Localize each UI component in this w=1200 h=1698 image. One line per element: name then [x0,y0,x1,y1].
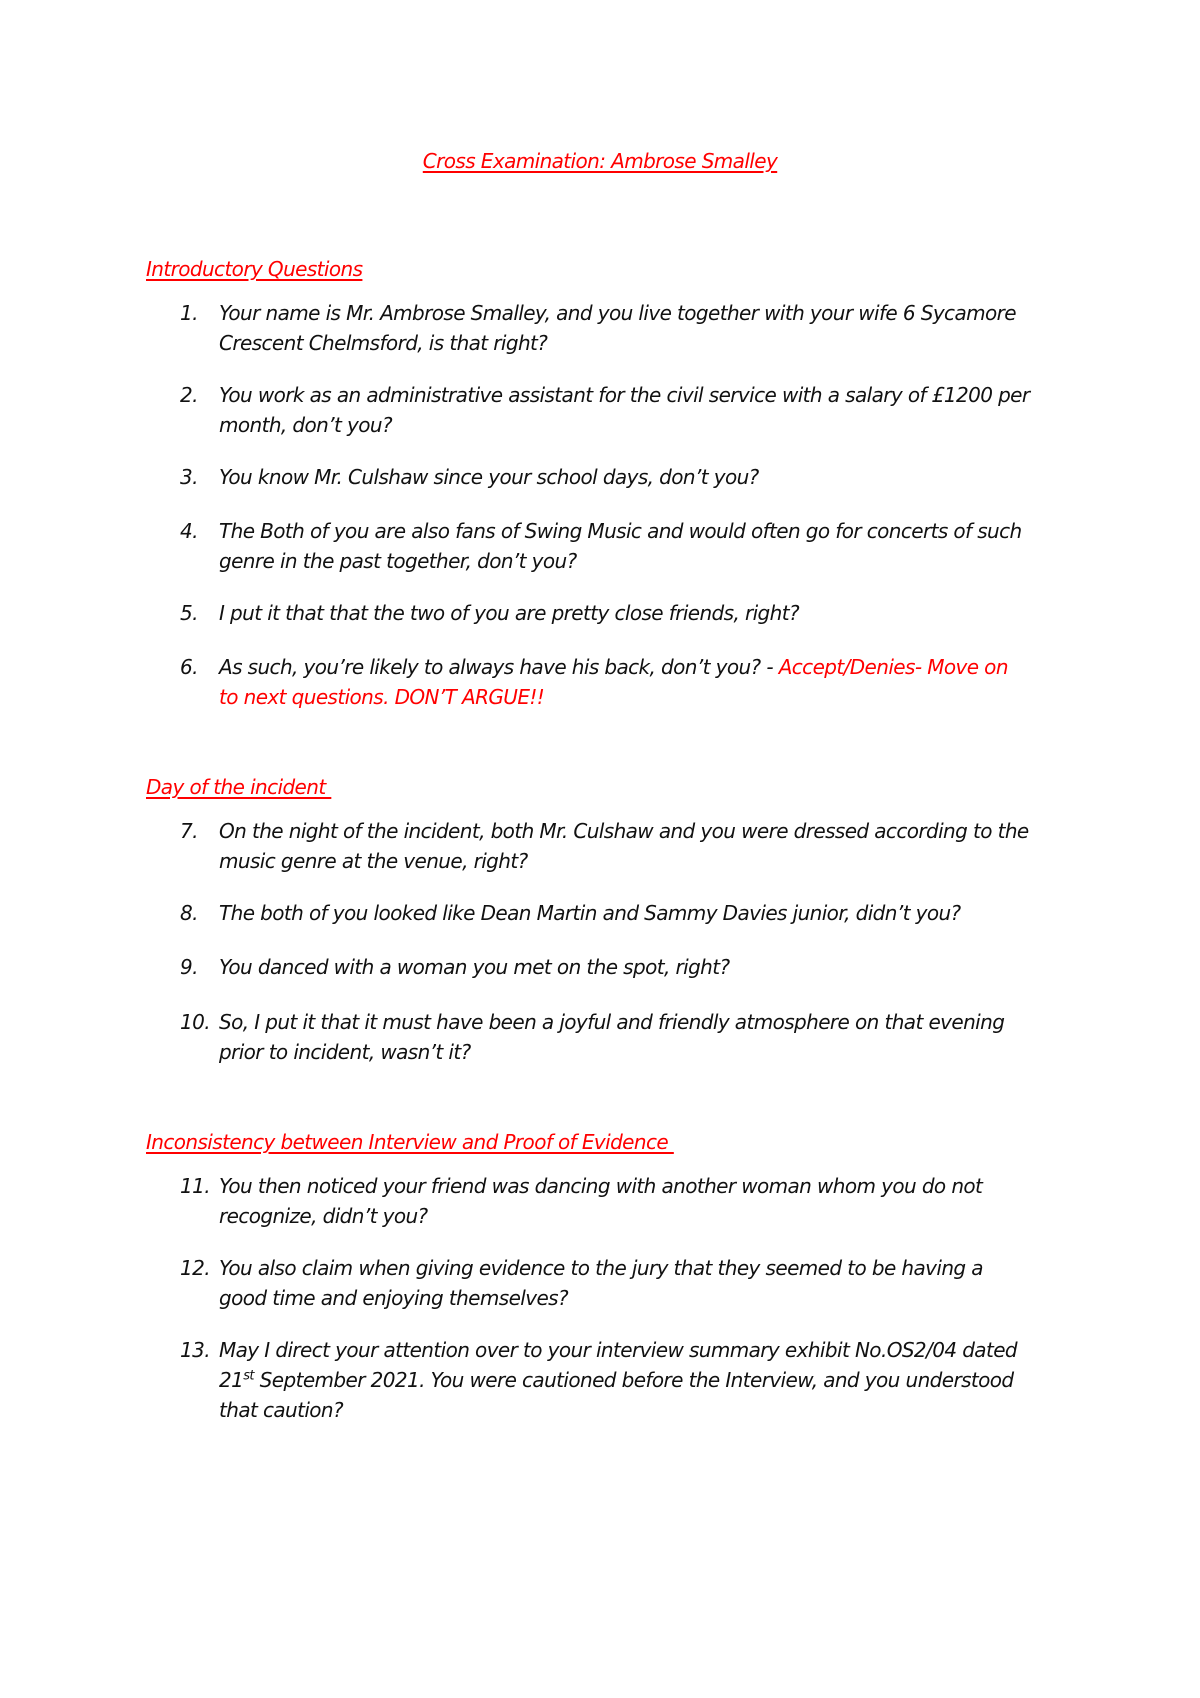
question-text: You also claim when giving evidence to the jury that they seemed to be having a [219,1256,983,1280]
question-text: The both of you looked like Dean Martin and Sammy Davies junior, didn’t you? [219,901,961,925]
question-text: month, don’t you? [219,413,392,437]
question-2 [180,380,1080,440]
question-text: Your name is Mr. Ambrose Smalley, and you live together with your wife 6 Sycamore [219,301,1016,325]
question-text: music genre at the venue, right? [219,849,528,873]
question-9 [180,952,1080,982]
question-1 [180,298,1080,358]
question-text: good time and enjoying themselves? [219,1286,569,1310]
section-heading-introductory: Introductory Questions [146,257,363,281]
question-10 [180,1007,1080,1067]
question-text: On the night of the incident, both Mr. Culshaw and you were dressed according to the [219,819,1029,843]
section-heading-inconsistency: Inconsistency between Interview and Proof of Evidence [146,1130,674,1154]
question-number: 10. [180,1010,211,1034]
question-text: You know Mr. Culshaw since your school days, don’t you? [219,465,759,489]
examiner-note: to next questions. DON’T ARGUE!! [219,685,545,709]
question-number: 3. [180,465,198,489]
question-13 [180,1335,1080,1425]
question-5 [180,598,1080,628]
question-text-rest: September 2021. You were cautioned before the Interview, and you understood [253,1368,1014,1392]
question-3 [180,462,1080,492]
question-number: 13. [180,1338,211,1362]
question-7 [180,816,1080,876]
question-text: I put it that that the two of you are pretty close friends, right? [219,601,799,625]
question-number: 12. [180,1256,211,1280]
question-text-main: As such, you’re likely to always have his back, don’t you? - [219,655,779,679]
question-text [219,652,1080,682]
question-text: recognize, didn’t you? [219,1204,428,1228]
question-number: 2. [180,383,198,407]
question-text: that caution? [219,1398,344,1422]
question-number: 11. [180,1174,211,1198]
question-4 [180,516,1080,576]
question-number: 5. [180,601,198,625]
question-text [219,1365,1080,1395]
question-text: genre in the past together, don’t you? [219,549,577,573]
question-8 [180,898,1080,928]
question-number: 1. [180,301,198,325]
question-6 [180,652,1080,712]
question-text: You work as an administrative assistant for the civil service with a salary of £1200 per [219,383,1030,407]
question-number: 4. [180,519,198,543]
question-text: The Both of you are also fans of Swing Music and would often go for concerts of such [219,519,1022,543]
date-day: 21 [219,1368,244,1392]
question-text: You danced with a woman you met on the spot, right? [219,955,730,979]
examiner-note: Accept/Denies- Move on [778,655,1008,679]
question-text: You then noticed your friend was dancing with another woman whom you do not [219,1174,983,1198]
question-11 [180,1171,1080,1231]
date-ordinal-suffix: st [243,1368,254,1384]
question-number: 9. [180,955,198,979]
document-title: Cross Examination: Ambrose Smalley [422,149,778,173]
question-text: Crescent Chelmsford, is that right? [219,331,548,355]
section-heading-day-of-incident: Day of the incident [146,775,332,799]
question-number: 8. [180,901,198,925]
question-number: 7. [180,819,198,843]
question-text: So, I put it that it must have been a joyful and friendly atmosphere on that evening [219,1010,1005,1034]
question-12 [180,1253,1080,1313]
question-number: 6. [180,655,198,679]
question-text: prior to incident, wasn’t it? [219,1040,471,1064]
question-text: May I direct your attention over to your interview summary exhibit No.OS2/04 dated [219,1338,1017,1362]
